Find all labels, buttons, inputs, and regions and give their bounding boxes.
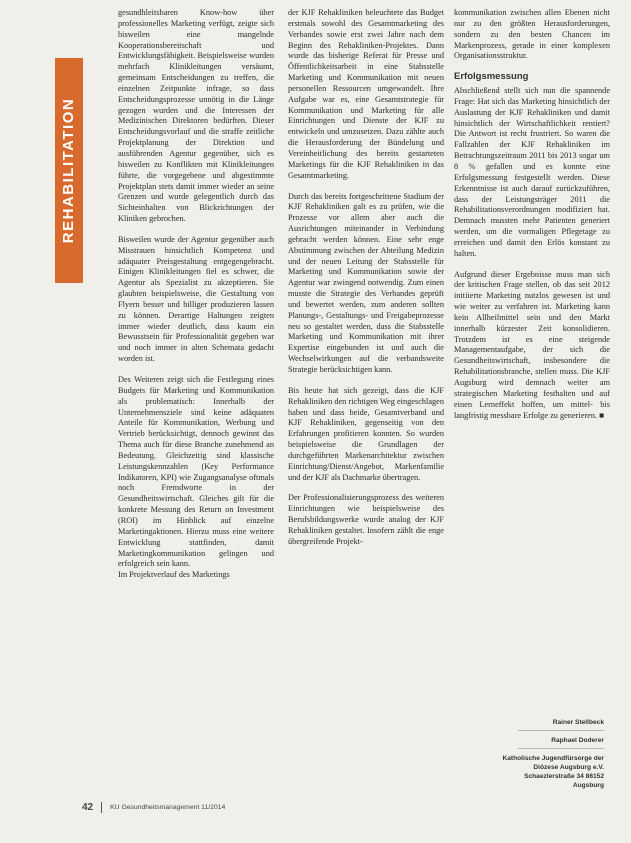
paragraph: Bis heute hat sich gezeigt, dass die KJF Rehakliniken den richtigen Weg eingeschlagen haben und dass beide, Gesamtverband und KJF Rehakliniken, gegenseitig von den Erfahrungen profitieren konnten. So wurden beispielsweise die Grundlagen der durchgeführten Markenarchitektur zwischen Einrichtung/Dienst/Angebot, Markenfamilie und der KJF als Dachmarke übertragen.	[288, 385, 444, 482]
section-tab	[55, 58, 83, 283]
paragraph: Im Projektverlauf des Marketings	[118, 570, 230, 580]
paragraph: der KJF Rehakliniken beleuchtete das Budget erstmals sowohl des Gesamtmarketing des Verbandes sowie erst zwei Jahre nach dem Beginn des Rehakliniken-Projektes. Dann wurde das bisherige Referat für Presse und Öffentlichkeitsarbeit in eine Stabsstelle Marketing und Kommunikation mit neuen personellen Ressourcen umgewandelt. Ihre Aufgabe war es, eine Gesamtstrategie für Kommunikation und Marketing für alle Einrichtungen und Dienste der KJF zu entwickeln und umzusetzen. Dazu zählte auch die Herausforderung der Bündelung und Vereinheitlichung des bereits gestarteten Marketings für die KJF Rehakliniken in das Gesamtmarketing.	[288, 8, 444, 180]
paragraph: Durch das bereits fortgeschrittene Stadium der KJF Rehakliniken galt es zu prüfen, wie die Prozesse vor allem aber auch die Ausrichtungen miteinander in Verbindung gebracht werden können. Eine sehr enge Abstimmung zwischen der Abteilung Medizin und der neuen Leitung der Stabsstelle für Marketing und Kommunikation sowie der Agentur war zwingend notwendig. Zum einen musste die Strategie des Verbandes geprüft und bewertet werden, zum anderen sollten Planungs-, Gestaltungs- und Freigabeprozesse neu so gestaltet werden, dass die Stabsstelle Marketing und Kommunikation mit ihrer Expertise eingebunden ist und auch die Wechselwirkungen auf die verbandsweite Strategie berücksichtigen kann.	[288, 191, 444, 374]
page-footer	[82, 802, 225, 813]
author-box	[500, 718, 604, 790]
section-heading: Erfolgsmessung	[454, 71, 529, 83]
journal-name: KU Gesundheitsmanagement 11/2014	[110, 804, 226, 811]
paragraph: Der Professionalisierungsprozess des weiteren Einrichtungen wie beispielsweise des Berufsbildungswerke wurde analog der KJF Rehakliniken gestaltet. Insofern zählt die enge übergreifende Projekt-	[288, 493, 444, 546]
divider	[518, 748, 604, 749]
section-tab-label: REHABILITATION	[60, 97, 78, 244]
page-number: 42	[82, 802, 94, 813]
footer-separator	[101, 802, 102, 813]
text-column-3	[454, 8, 610, 798]
author-name: Raphael Doderer	[551, 737, 604, 744]
paragraph	[454, 270, 610, 422]
author-name: Rainer Stellbeck	[552, 719, 604, 726]
divider	[518, 730, 604, 731]
text-column-2	[288, 8, 444, 798]
text-column-1	[118, 8, 274, 798]
paragraph: Bisweilen wurde der Agentur gegenüber auch Misstrauen hinsichtlich Kompetenz und adäquater Preisgestaltung entgegengebracht. Einigen Klinikleitungen fiel es schwer, die Agentur als Spezialist zu akzeptieren. Sie glaubten beispielsweise, die Gestaltung von Flyern besser und billiger produzieren lassen zu können. Derartige Haltungen zeigten immer wieder deutlich, dass kaum ein Bewusstsein für Professionalität gegeben war und noch immer in alten Schemata gedacht worden ist.	[118, 234, 274, 364]
paragraph-text: Aufgrund dieser Ergebnisse muss man sich der kritischen Frage stellen, ob das seit 2012 initiierte Marketing nutzlos gewesen ist und wie weiter zu verfahren ist. Marketing kann kein Allheilmittel sein und den Markt innerhalb kürzester Zeit konsolidieren. Trotzdem ist es eine steigende Managementaufgabe, der sich die Gesundheitswirtschaft, insbesondere die Rehabilitationsbranche, stellen muss. Die KJF Augsburg wird demnach weiter am strategischen Marketing festhalten und auf einen Lerneffekt hoffen, um mittel- bis langfristig messbare Erfolge zu generieren.	[454, 269, 610, 420]
end-mark: ■	[599, 410, 605, 420]
paragraph: gesundhleitsbaren Know-how über professionelles Marketing verfügt, zeigte sich bisweilen eine mangelnde Kooperationsbereitschaft und Entwicklungsfähigkeit. Beispielsweise wurden mehrfach Klinikleitungen versäumt, gemeinsam Entscheidungen zu treffen, die einzelnen Zeitpunkte infrage, so dass Entscheidungsprozesse unnötig in die Länge gezogen wurden und die Interessen der Medizinischen Direktoren bedürften. Dieser Entscheidungsvorlauf und die straffe zeitliche Projektplanung der Direktion und ausführenden Agentur gegenüber, sich es bisweilen zu Konflikten mit Klinikleitungen führte, die vorgegebene und abgestimmte Projektplan stets damit immer wieder an seine Grenzen und wurde gelegentlich durch das Sichteinhalten von Blickrichtungen der Kliniken gebrochen.	[118, 8, 274, 224]
paragraph: kommunikation zwischen allen Ebenen nicht nur zu den größten Herausforderungen, sondern zu den besten Chancen im Markenprozess, gerade in einer komplexen Organisationsstruktur.	[454, 8, 610, 61]
author-affiliation: Katholische Jugendfürsorge der Diözese Augsburg e.V. Schaezlerstraße 34 86152 Augsburg	[502, 755, 604, 789]
paragraph: Des Weiteren zeigt sich die Festlegung eines Budgets für Marketing und Kommunikation als problematisch: Innerhalb der Unternehmensziele sind keine adäquaten Anteile für Kommunikation, Werbung und Vertrieb berücksichtigt, dennoch gewinnt das Thema auch für diese Branche zunehmend an Bedeutung. Gleichzeitig sind klassische Leistungskennzahlen (Key Performance Indikatoren, KPI) wie Zugangsanalyse oftmals noch Fremdworte in der Gesundheitswirtschaft. Gleiches gilt für die konkrete Messung des Return on Investment (ROI) im Hinblick auf einzelne Marketingaktionen. Hierzu muss eine weitere Entwicklung stattfinden, damit Marketingkommunikation gelingen und erfolgreich sein kann.	[118, 375, 274, 569]
paragraph: Abschließend stellt sich nun die spannende Frage: Hat sich das Marketing hinsichtlich der Auslastung der KJF Rehakliniken und damit hinsichtlich der Wirtschaftlichkeit rentiert? Die Antwort ist recht frustriert. So waren die Fallzahlen der KJF Rehakliniken im Betrachtungszeitraum 2011 bis 2013 sogar um 8 % gefallen und es konnte eine Erfolgsmessung festgestellt werden. Diese Erkenntnisse ist auch darauf zurückzuführen, dass der Leistungsträger 2011 die Rehabilitationsverordnungen modifiziert hat. Demnach mussten mehr Patienten generiert werden, um die vormaligen Pflegetage zu erreichen und damit den Erlös konstant zu halten.	[454, 86, 610, 258]
